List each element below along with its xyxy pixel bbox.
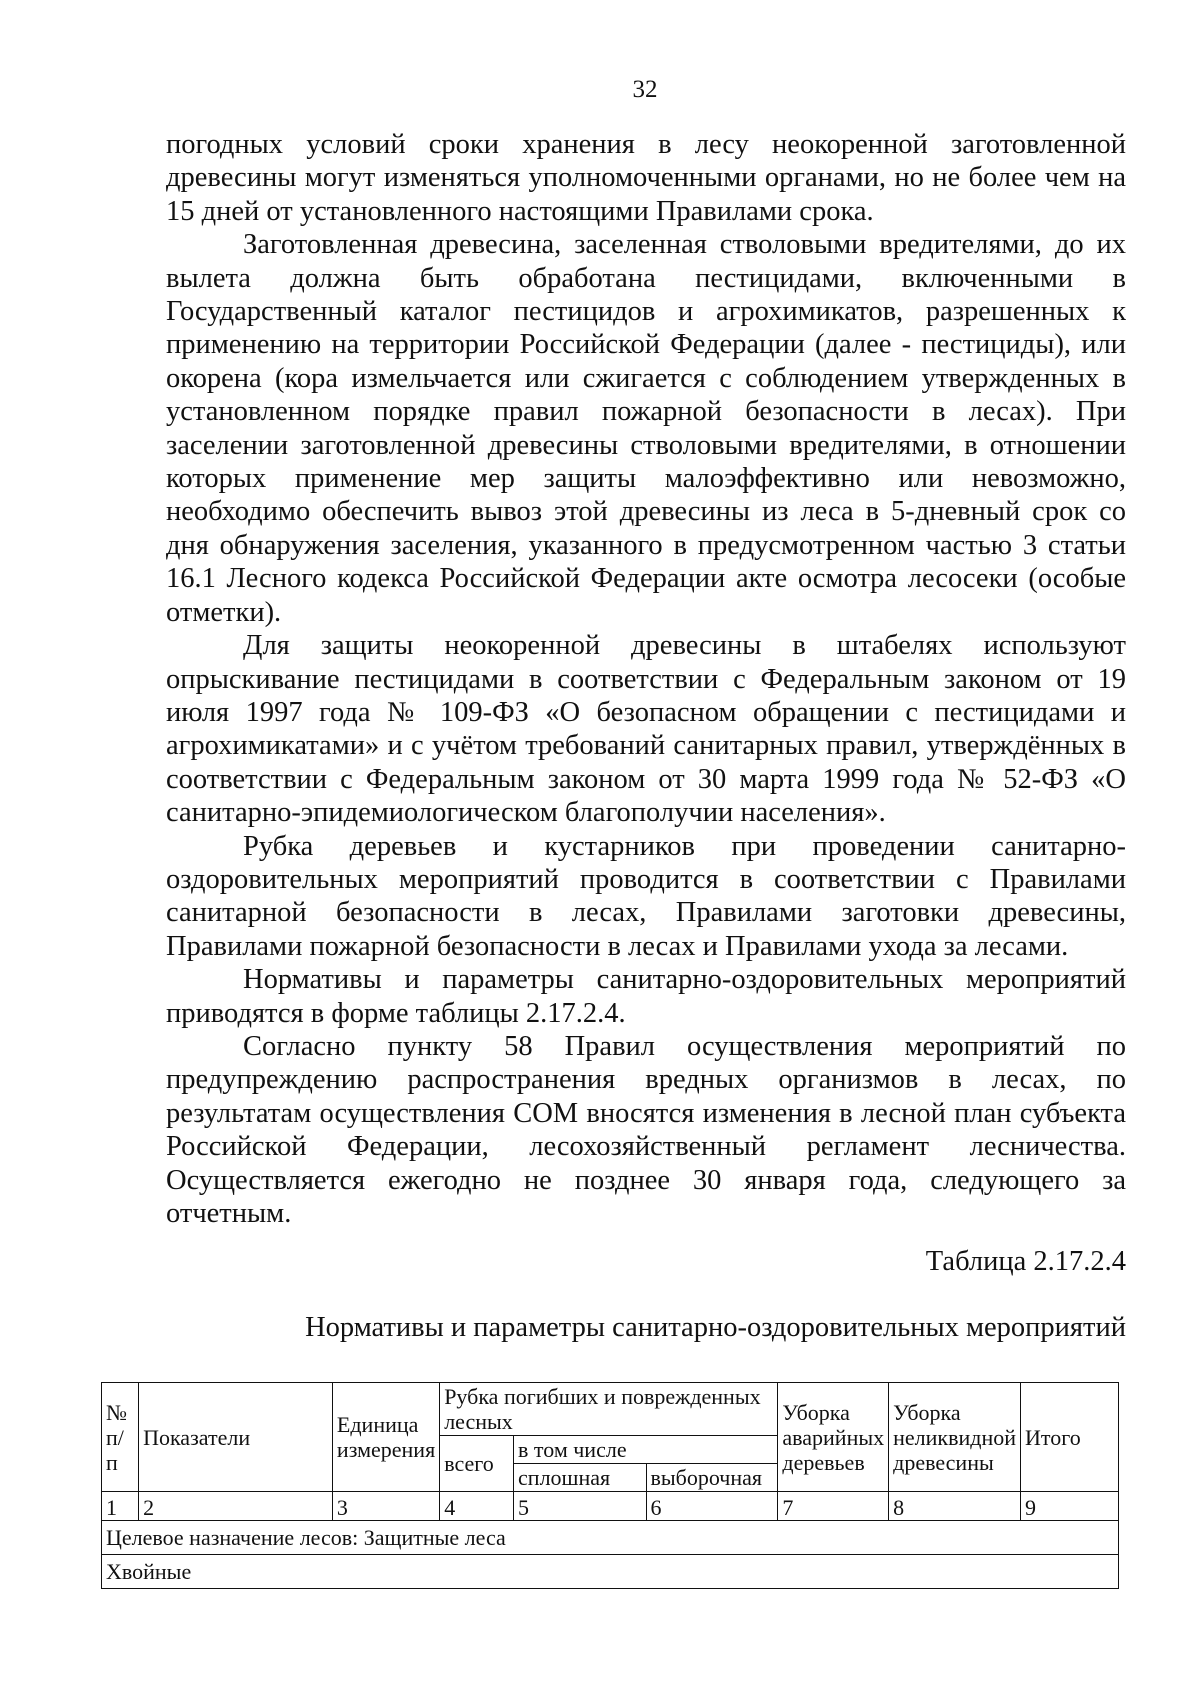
- header-num: № п/п: [102, 1383, 139, 1492]
- column-number: 4: [440, 1492, 514, 1521]
- table-label: Таблица 2.17.2.4: [925, 1246, 1126, 1277]
- header-sum: Итого: [1021, 1383, 1119, 1492]
- header-row-1: [102, 1383, 1119, 1436]
- column-number: 9: [1021, 1492, 1119, 1521]
- section-label-purpose: Целевое назначение лесов: Защитные леса: [102, 1521, 1119, 1555]
- header-selective: выборочная: [646, 1464, 778, 1492]
- column-number: 6: [646, 1492, 778, 1521]
- paragraph-5: Нормативы и параметры санитарно-оздоровительных мероприятий приводятся в форме таблицы 2.17.2.4.: [166, 964, 1126, 1029]
- header-clear: сплошная: [514, 1464, 646, 1492]
- table-title: Нормативы и параметры санитарно-оздоровительных мероприятий: [305, 1312, 1126, 1343]
- section-row-purpose: [102, 1521, 1119, 1555]
- column-number-row: [102, 1492, 1119, 1521]
- column-number: 2: [139, 1492, 333, 1521]
- header-including: в том числе: [514, 1436, 778, 1464]
- header-unit: Единица измерения: [332, 1383, 439, 1492]
- paragraph-3: Для защиты неокоренной древесины в штабелях используют опрыскивание пестицидами в соответствии с Федеральным законом от 19 июля 1997 года № 109-ФЗ «О безопасном обращении с пестицидами и агрохимикатами» и с учётом требований санитарных правил, утверждённых в соответствии с Федеральным законом от 30 марта 1999 года № 52-ФЗ «О санитарно-эпидемиологическом благополучии населения».: [166, 630, 1126, 829]
- body-text: [166, 128, 1126, 1230]
- paragraph-6: Согласно пункту 58 Правил осуществления мероприятий по предупреждению распространения вредных организмов в лесах, по результатам осуществления СОМ вносятся изменения в лесной план субъекта Российской Федерации, лесохозяйственный регламент лесничества. Осуществляется ежегодно не позднее 30 января года, следующего за отчетным.: [166, 1030, 1126, 1229]
- section-row-coniferous: [102, 1555, 1119, 1589]
- paragraph-1: погодных условий сроки хранения в лесу неокоренной заготовленной древесины могут изменяться уполномоченными органами, но не более чем на 15 дней от установленного настоящими Правилами срока.: [166, 129, 1126, 227]
- section-label-coniferous: Хвойные: [102, 1555, 1119, 1589]
- page-number: 32: [632, 76, 658, 103]
- norms-table: [101, 1382, 1119, 1589]
- header-indicators: Показатели: [139, 1383, 333, 1492]
- header-illiquid-cleanup: Уборка неликвидной древесины: [889, 1383, 1021, 1492]
- column-number: 8: [889, 1492, 1021, 1521]
- header-total: всего: [440, 1436, 514, 1492]
- column-number: 3: [332, 1492, 439, 1521]
- column-number: 7: [778, 1492, 889, 1521]
- column-number: 1: [102, 1492, 139, 1521]
- header-felling-group: Рубка погибших и поврежденных лесных: [440, 1383, 778, 1436]
- header-emergency-cleanup: Уборка аварийных деревьев: [778, 1383, 889, 1492]
- column-number: 5: [514, 1492, 646, 1521]
- paragraph-2: Заготовленная древесина, заселенная стволовыми вредителями, до их вылета должна быть обработана пестицидами, включенными в Государственный каталог пестицидов и агрохимикатов, разрешенных к применению на территории Российской Федерации (далее - пестициды), или окорена (кора измельчается или сжигается с соблюдением утвержденных в установленном порядке правил пожарной безопасности в лесах). При заселении заготовленной древесины стволовыми вредителями, в отношении которых применение мер защиты малоэффективно или невозможно, необходимо обеспечить вывоз этой древесины из леса в 5-дневный срок со дня обнаружения заселения, указанного в предусмотренном частью 3 статьи 16.1 Лесного кодекса Российской Федерации акте осмотра лесосеки (особые отметки).: [166, 229, 1126, 628]
- paragraph-4: Рубка деревьев и кустарников при проведении санитарно-оздоровительных мероприятий проводится в соответствии с Правилами санитарной безопасности в лесах, Правилами заготовки древесины, Правилами пожарной безопасности в лесах и Правилами ухода за лесами.: [166, 830, 1126, 962]
